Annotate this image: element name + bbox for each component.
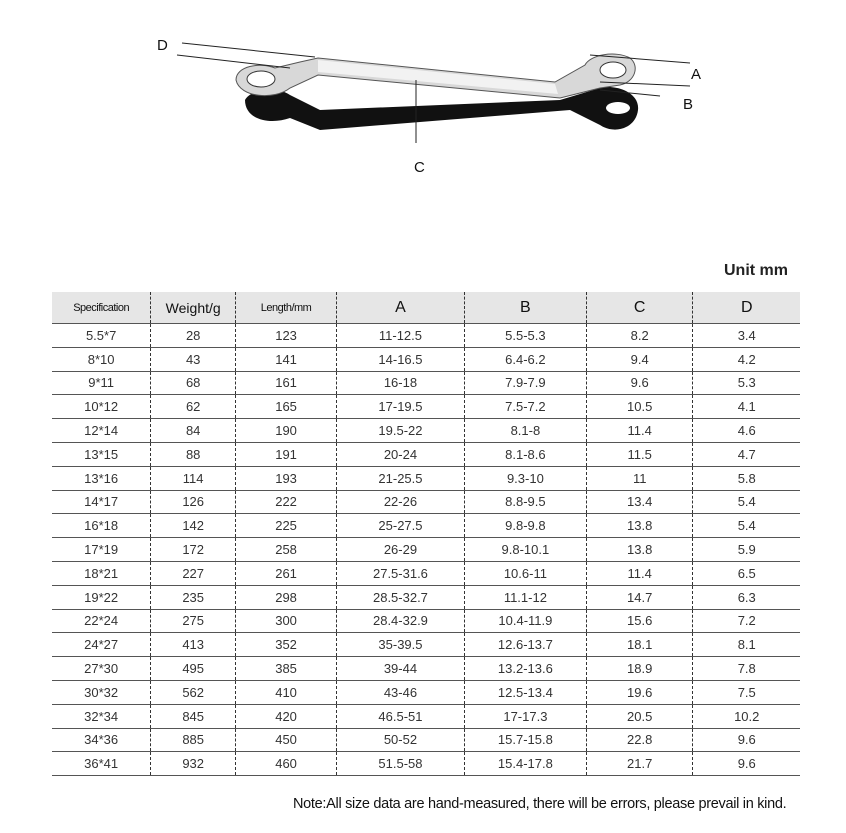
table-cell: 8.1-8.6: [464, 442, 586, 466]
table-cell: 7.8: [693, 657, 800, 681]
table-cell: 450: [236, 728, 337, 752]
table-cell: 123: [236, 324, 337, 348]
table-cell: 5.3: [693, 371, 800, 395]
table-cell: 28.4-32.9: [337, 609, 465, 633]
table-cell: 114: [151, 466, 236, 490]
table-cell: 28: [151, 324, 236, 348]
table-cell: 300: [236, 609, 337, 633]
label-b: B: [683, 96, 694, 113]
table-cell: 165: [236, 395, 337, 419]
table-cell: 5.8: [693, 466, 800, 490]
table-cell: 275: [151, 609, 236, 633]
table-cell: 18*21: [52, 561, 151, 585]
table-cell: 27.5-31.6: [337, 561, 465, 585]
table-cell: 9*11: [52, 371, 151, 395]
table-cell: 142: [151, 514, 236, 538]
table-cell: 9.8-9.8: [464, 514, 586, 538]
table-cell: 495: [151, 657, 236, 681]
table-cell: 35-39.5: [337, 633, 465, 657]
table-cell: 11.4: [586, 561, 693, 585]
table-row: [52, 752, 800, 776]
label-c: C: [414, 159, 425, 176]
table-row: [52, 680, 800, 704]
table-cell: 413: [151, 633, 236, 657]
table-cell: 9.6: [693, 752, 800, 776]
column-header: C: [586, 292, 693, 324]
table-cell: 7.9-7.9: [464, 371, 586, 395]
table-cell: 11.5: [586, 442, 693, 466]
table-cell: 5.5-5.3: [464, 324, 586, 348]
table-cell: 8.8-9.5: [464, 490, 586, 514]
table-cell: 235: [151, 585, 236, 609]
table-cell: 191: [236, 442, 337, 466]
table-row: [52, 419, 800, 443]
wrench: [236, 54, 635, 98]
table-cell: 16-18: [337, 371, 465, 395]
table-cell: 5.4: [693, 490, 800, 514]
table-cell: 8.1: [693, 633, 800, 657]
table-cell: 9.3-10: [464, 466, 586, 490]
table-cell: 9.6: [586, 371, 693, 395]
table-cell: 258: [236, 538, 337, 562]
table-cell: 4.7: [693, 442, 800, 466]
table-cell: 5.9: [693, 538, 800, 562]
table-cell: 43: [151, 347, 236, 371]
table-cell: 8.1-8: [464, 419, 586, 443]
table-cell: 10.4-11.9: [464, 609, 586, 633]
table-row: [52, 442, 800, 466]
table-cell: 19.6: [586, 680, 693, 704]
table-cell: 12*14: [52, 419, 151, 443]
table-row: [52, 347, 800, 371]
table-row: [52, 371, 800, 395]
table-cell: 14*17: [52, 490, 151, 514]
table-cell: 17*19: [52, 538, 151, 562]
table-cell: 13*16: [52, 466, 151, 490]
table-cell: 11: [586, 466, 693, 490]
note: Note:All size data are hand-measured, there will be errors, please prevail in kind.: [293, 796, 787, 812]
table-row: [52, 633, 800, 657]
table-cell: 8.2: [586, 324, 693, 348]
label-d: D: [157, 37, 168, 54]
table-row: [52, 490, 800, 514]
unit-label: Unit mm: [724, 262, 788, 279]
column-header: Specification: [52, 292, 151, 324]
table-cell: 28.5-32.7: [337, 585, 465, 609]
table-cell: 10.2: [693, 704, 800, 728]
table-cell: 13.2-13.6: [464, 657, 586, 681]
table-cell: 845: [151, 704, 236, 728]
table-cell: 12.6-13.7: [464, 633, 586, 657]
table-cell: 19*22: [52, 585, 151, 609]
table-cell: 12.5-13.4: [464, 680, 586, 704]
table-cell: 5.5*7: [52, 324, 151, 348]
table-cell: 385: [236, 657, 337, 681]
table-cell: 227: [151, 561, 236, 585]
table-cell: 20-24: [337, 442, 465, 466]
column-header: Weight/g: [151, 292, 236, 324]
table-cell: 562: [151, 680, 236, 704]
table-cell: 6.3: [693, 585, 800, 609]
table-row: [52, 538, 800, 562]
table-cell: 193: [236, 466, 337, 490]
table-cell: 36*41: [52, 752, 151, 776]
table-cell: 13*15: [52, 442, 151, 466]
table-cell: 7.5: [693, 680, 800, 704]
table-cell: 43-46: [337, 680, 465, 704]
table-cell: 141: [236, 347, 337, 371]
table-cell: 261: [236, 561, 337, 585]
table-row: [52, 561, 800, 585]
table-cell: 932: [151, 752, 236, 776]
table-cell: 885: [151, 728, 236, 752]
column-header: A: [337, 292, 465, 324]
table-cell: 18.9: [586, 657, 693, 681]
table-cell: 9.6: [693, 728, 800, 752]
table-cell: 10.6-11: [464, 561, 586, 585]
column-header: D: [693, 292, 800, 324]
table-cell: 9.4: [586, 347, 693, 371]
table-row: [52, 514, 800, 538]
table-cell: 4.2: [693, 347, 800, 371]
table-cell: 10*12: [52, 395, 151, 419]
table-cell: 17-17.3: [464, 704, 586, 728]
table-cell: 4.1: [693, 395, 800, 419]
table-cell: 25-27.5: [337, 514, 465, 538]
table-cell: 15.4-17.8: [464, 752, 586, 776]
table-row: [52, 466, 800, 490]
table-cell: 11.1-12: [464, 585, 586, 609]
table-cell: 11-12.5: [337, 324, 465, 348]
table-cell: 14.7: [586, 585, 693, 609]
table-cell: 6.4-6.2: [464, 347, 586, 371]
column-header: Length/mm: [236, 292, 337, 324]
table-cell: 10.5: [586, 395, 693, 419]
table-cell: 11.4: [586, 419, 693, 443]
table-cell: 6.5: [693, 561, 800, 585]
table-row: [52, 704, 800, 728]
table-cell: 84: [151, 419, 236, 443]
table-cell: 420: [236, 704, 337, 728]
table-cell: 172: [151, 538, 236, 562]
table-cell: 7.5-7.2: [464, 395, 586, 419]
table-cell: 126: [151, 490, 236, 514]
table-cell: 46.5-51: [337, 704, 465, 728]
table-cell: 27*30: [52, 657, 151, 681]
table-cell: 410: [236, 680, 337, 704]
table-row: [52, 609, 800, 633]
table-cell: 30*32: [52, 680, 151, 704]
table-cell: 9.8-10.1: [464, 538, 586, 562]
table-row: [52, 657, 800, 681]
table-cell: 22.8: [586, 728, 693, 752]
table-cell: 298: [236, 585, 337, 609]
wrench-diagram: [0, 0, 846, 200]
table-cell: 51.5-58: [337, 752, 465, 776]
table-cell: 16*18: [52, 514, 151, 538]
table-row: [52, 585, 800, 609]
table-cell: 34*36: [52, 728, 151, 752]
table-cell: 3.4: [693, 324, 800, 348]
table-cell: 17-19.5: [337, 395, 465, 419]
table-cell: 15.7-15.8: [464, 728, 586, 752]
table-cell: 225: [236, 514, 337, 538]
table-cell: 22-26: [337, 490, 465, 514]
table-cell: 19.5-22: [337, 419, 465, 443]
table-cell: 20.5: [586, 704, 693, 728]
table-cell: 21-25.5: [337, 466, 465, 490]
table-cell: 24*27: [52, 633, 151, 657]
table-cell: 5.4: [693, 514, 800, 538]
table-cell: 26-29: [337, 538, 465, 562]
table-cell: 13.8: [586, 514, 693, 538]
table-cell: 7.2: [693, 609, 800, 633]
table-cell: 68: [151, 371, 236, 395]
table-cell: 352: [236, 633, 337, 657]
table-cell: 15.6: [586, 609, 693, 633]
table-cell: 190: [236, 419, 337, 443]
column-header: B: [464, 292, 586, 324]
table-cell: 18.1: [586, 633, 693, 657]
table-row: [52, 395, 800, 419]
table-cell: 222: [236, 490, 337, 514]
table-cell: 8*10: [52, 347, 151, 371]
table-cell: 88: [151, 442, 236, 466]
table-cell: 22*24: [52, 609, 151, 633]
table-cell: 460: [236, 752, 337, 776]
label-a: A: [691, 66, 702, 83]
table-cell: 62: [151, 395, 236, 419]
spec-table: [52, 292, 800, 776]
table-row: [52, 324, 800, 348]
table-cell: 39-44: [337, 657, 465, 681]
table-cell: 50-52: [337, 728, 465, 752]
table-cell: 13.8: [586, 538, 693, 562]
table-cell: 161: [236, 371, 337, 395]
table-cell: 32*34: [52, 704, 151, 728]
table-cell: 13.4: [586, 490, 693, 514]
table-row: [52, 728, 800, 752]
table-cell: 21.7: [586, 752, 693, 776]
table-cell: 14-16.5: [337, 347, 465, 371]
table-header: [52, 292, 800, 324]
table-cell: 4.6: [693, 419, 800, 443]
